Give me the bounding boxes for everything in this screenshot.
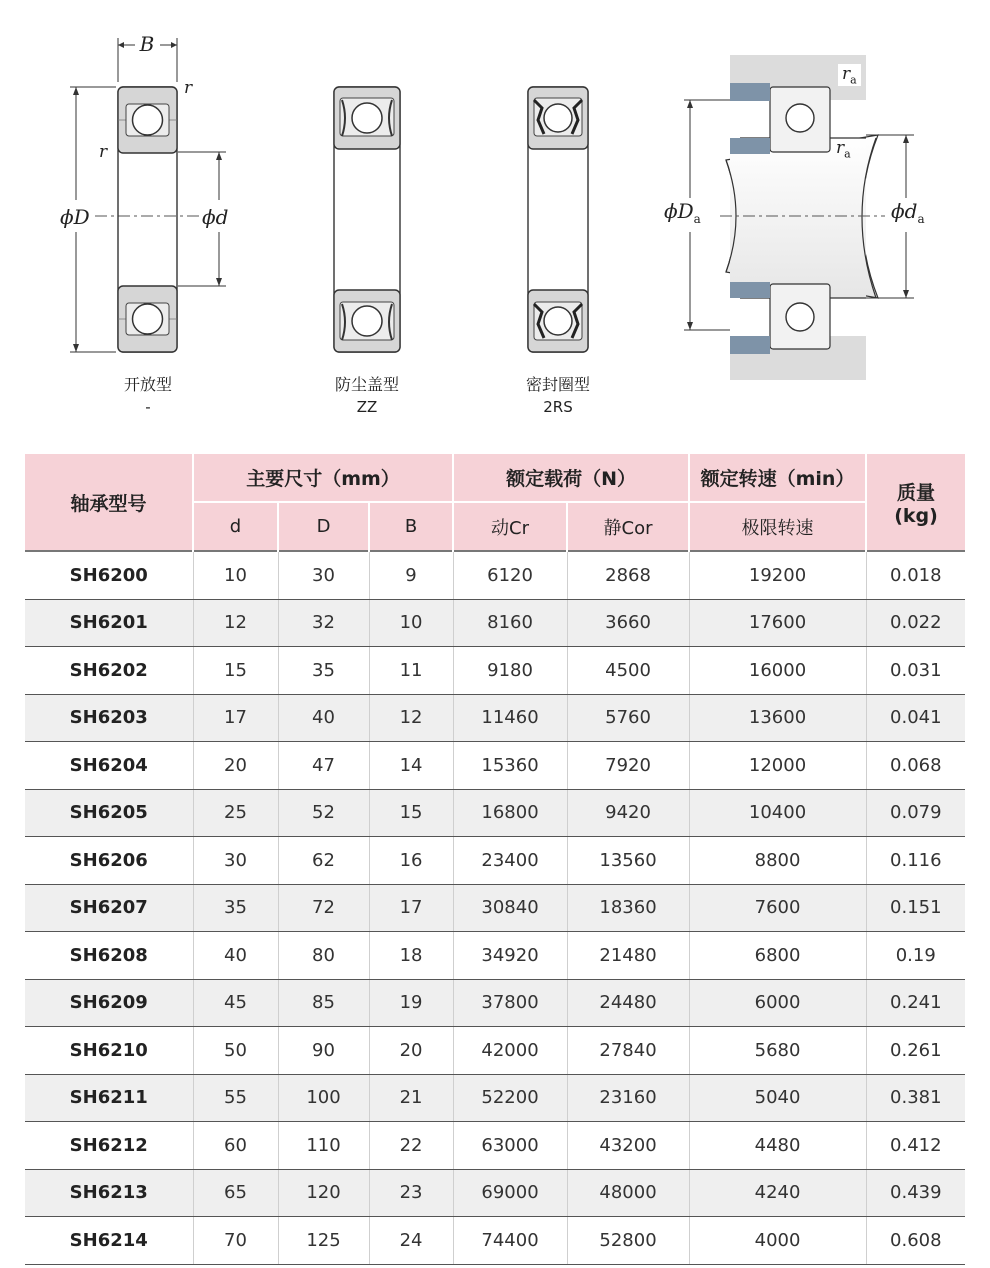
cell-b: 21	[369, 1074, 453, 1122]
table-row	[25, 884, 965, 932]
cell-limit-speed: 17600	[689, 599, 866, 647]
cell-limit-speed: 5680	[689, 1027, 866, 1075]
cell-b: 18	[369, 932, 453, 980]
cell-cr: 6120	[453, 551, 567, 599]
cell-outer-d: 35	[278, 647, 369, 695]
cell-b: 20	[369, 1027, 453, 1075]
cell-b: 22	[369, 1122, 453, 1170]
cell-cr: 74400	[453, 1217, 567, 1265]
cell-cor: 4500	[567, 647, 689, 695]
cell-cr: 8160	[453, 599, 567, 647]
cell-model: SH6210	[25, 1027, 193, 1075]
cell-d: 17	[193, 694, 278, 742]
table-row	[25, 1027, 965, 1075]
table-row	[25, 1217, 965, 1265]
cell-outer-d: 80	[278, 932, 369, 980]
cell-mass: 0.151	[866, 884, 965, 932]
dim-label-b: B	[139, 32, 155, 56]
cell-model: SH6205	[25, 789, 193, 837]
zz-type-bearing	[334, 87, 400, 352]
header-cr: 动Cr	[453, 502, 567, 551]
cell-cor: 27840	[567, 1027, 689, 1075]
table-row	[25, 789, 965, 837]
cell-cr: 15360	[453, 742, 567, 790]
dim-label-outer-d: ϕD	[60, 205, 90, 229]
header-d: d	[193, 502, 278, 551]
cell-cor: 18360	[567, 884, 689, 932]
cell-model: SH6201	[25, 599, 193, 647]
dim-label-phi-da-outer: $\phi D_a$	[664, 199, 701, 226]
table-row	[25, 1074, 965, 1122]
cell-d: 30	[193, 837, 278, 885]
cell-model: SH6207	[25, 884, 193, 932]
cell-model: SH6203	[25, 694, 193, 742]
table-row	[25, 932, 965, 980]
cell-cor: 48000	[567, 1169, 689, 1217]
cell-cr: 42000	[453, 1027, 567, 1075]
cell-cr: 69000	[453, 1169, 567, 1217]
cell-outer-d: 47	[278, 742, 369, 790]
cell-cor: 23160	[567, 1074, 689, 1122]
cell-d: 40	[193, 932, 278, 980]
cell-cr: 30840	[453, 884, 567, 932]
cell-b: 17	[369, 884, 453, 932]
cell-limit-speed: 19200	[689, 551, 866, 599]
caption-zz-name: 防尘盖型	[334, 375, 399, 394]
cell-cor: 2868	[567, 551, 689, 599]
cell-model: SH6209	[25, 979, 193, 1027]
cell-b: 9	[369, 551, 453, 599]
table-row	[25, 837, 965, 885]
cell-model: SH6212	[25, 1122, 193, 1170]
cell-b: 19	[369, 979, 453, 1027]
cell-cr: 16800	[453, 789, 567, 837]
cell-outer-d: 72	[278, 884, 369, 932]
cell-limit-speed: 13600	[689, 694, 866, 742]
header-mass-line2: (kg)	[894, 504, 938, 527]
cell-outer-d: 32	[278, 599, 369, 647]
cell-cor: 3660	[567, 599, 689, 647]
header-cor: 静Cor	[567, 502, 689, 551]
cell-limit-speed: 4000	[689, 1217, 866, 1265]
cell-d: 65	[193, 1169, 278, 1217]
cell-mass: 0.022	[866, 599, 965, 647]
header-model: 轴承型号	[25, 454, 193, 551]
cell-cor: 7920	[567, 742, 689, 790]
caption-open-type	[98, 374, 198, 418]
bearing-diagrams	[0, 0, 990, 440]
caption-open-code: -	[145, 398, 151, 416]
table-row	[25, 694, 965, 742]
cell-mass: 0.261	[866, 1027, 965, 1075]
cell-outer-d: 40	[278, 694, 369, 742]
cell-model: SH6208	[25, 932, 193, 980]
table-row	[25, 1169, 965, 1217]
cell-mass: 0.041	[866, 694, 965, 742]
cell-limit-speed: 4480	[689, 1122, 866, 1170]
cell-d: 20	[193, 742, 278, 790]
table-row	[25, 599, 965, 647]
header-outer-d: D	[278, 502, 369, 551]
cell-model: SH6211	[25, 1074, 193, 1122]
cell-limit-speed: 10400	[689, 789, 866, 837]
table-row	[25, 1122, 965, 1170]
open-type-bearing	[70, 38, 229, 352]
table-row	[25, 551, 965, 599]
dim-label-r-top: r	[184, 78, 193, 98]
table-body	[25, 551, 965, 1264]
cell-cor: 43200	[567, 1122, 689, 1170]
cell-cr: 34920	[453, 932, 567, 980]
cell-outer-d: 90	[278, 1027, 369, 1075]
cell-mass: 0.439	[866, 1169, 965, 1217]
cell-limit-speed: 6000	[689, 979, 866, 1027]
cell-b: 24	[369, 1217, 453, 1265]
caption-2rs-code: 2RS	[543, 398, 573, 416]
cell-model: SH6206	[25, 837, 193, 885]
cell-d: 55	[193, 1074, 278, 1122]
cell-b: 12	[369, 694, 453, 742]
cell-outer-d: 100	[278, 1074, 369, 1122]
2rs-type-bearing	[528, 87, 588, 352]
cell-limit-speed: 8800	[689, 837, 866, 885]
cell-d: 10	[193, 551, 278, 599]
header-dims-group: 主要尺寸（mm）	[193, 454, 453, 502]
cell-d: 15	[193, 647, 278, 695]
cell-limit-speed: 16000	[689, 647, 866, 695]
cell-mass: 0.19	[866, 932, 965, 980]
cell-d: 70	[193, 1217, 278, 1265]
cell-d: 25	[193, 789, 278, 837]
cell-cr: 23400	[453, 837, 567, 885]
caption-2rs-name: 密封圈型	[525, 375, 590, 394]
cell-cor: 9420	[567, 789, 689, 837]
cell-cr: 11460	[453, 694, 567, 742]
table-row	[25, 647, 965, 695]
mounting-diagram	[684, 55, 914, 380]
cell-limit-speed: 7600	[689, 884, 866, 932]
cell-d: 50	[193, 1027, 278, 1075]
cell-limit-speed: 12000	[689, 742, 866, 790]
cell-cor: 52800	[567, 1217, 689, 1265]
header-load-group: 额定载荷（N）	[453, 454, 689, 502]
cell-d: 60	[193, 1122, 278, 1170]
dim-label-phi-da-inner: $\phi d_a$	[891, 199, 925, 226]
cell-model: SH6202	[25, 647, 193, 695]
cell-b: 23	[369, 1169, 453, 1217]
cell-mass: 0.018	[866, 551, 965, 599]
table-row	[25, 742, 965, 790]
cell-model: SH6214	[25, 1217, 193, 1265]
cell-model: SH6200	[25, 551, 193, 599]
cell-cr: 9180	[453, 647, 567, 695]
cell-b: 16	[369, 837, 453, 885]
dim-label-ra-side: $r_a$	[836, 138, 851, 161]
cell-cor: 21480	[567, 932, 689, 980]
cell-mass: 0.116	[866, 837, 965, 885]
header-mass	[866, 454, 965, 551]
cell-model: SH6204	[25, 742, 193, 790]
cell-cr: 37800	[453, 979, 567, 1027]
cell-mass: 0.412	[866, 1122, 965, 1170]
cell-model: SH6213	[25, 1169, 193, 1217]
cell-limit-speed: 4240	[689, 1169, 866, 1217]
cell-cor: 24480	[567, 979, 689, 1027]
cell-mass: 0.608	[866, 1217, 965, 1265]
cell-mass: 0.241	[866, 979, 965, 1027]
bearing-spec-table	[25, 454, 965, 1265]
cell-d: 45	[193, 979, 278, 1027]
header-b: B	[369, 502, 453, 551]
cell-outer-d: 62	[278, 837, 369, 885]
cell-limit-speed: 5040	[689, 1074, 866, 1122]
cell-outer-d: 110	[278, 1122, 369, 1170]
cell-outer-d: 120	[278, 1169, 369, 1217]
caption-zz-type	[312, 374, 422, 418]
cell-outer-d: 52	[278, 789, 369, 837]
cell-mass: 0.079	[866, 789, 965, 837]
dim-label-inner-d: ϕd	[202, 205, 229, 229]
header-mass-line1: 质量	[897, 481, 936, 504]
cell-b: 15	[369, 789, 453, 837]
caption-zz-code: ZZ	[356, 398, 378, 416]
dim-label-r-side: r	[99, 142, 108, 162]
header-speed-group: 额定转速（min）	[689, 454, 866, 502]
cell-d: 12	[193, 599, 278, 647]
header-limit-speed: 极限转速	[689, 502, 866, 551]
caption-open-name: 开放型	[123, 375, 172, 394]
table-row	[25, 979, 965, 1027]
cell-mass: 0.031	[866, 647, 965, 695]
cell-mass: 0.381	[866, 1074, 965, 1122]
cell-cr: 52200	[453, 1074, 567, 1122]
cell-b: 11	[369, 647, 453, 695]
cell-cor: 13560	[567, 837, 689, 885]
cell-b: 10	[369, 599, 453, 647]
cell-cr: 63000	[453, 1122, 567, 1170]
dim-label-ra-top: $r_a$	[838, 64, 861, 86]
cell-outer-d: 125	[278, 1217, 369, 1265]
cell-b: 14	[369, 742, 453, 790]
cell-mass: 0.068	[866, 742, 965, 790]
cell-cor: 5760	[567, 694, 689, 742]
cell-d: 35	[193, 884, 278, 932]
caption-2rs-type	[503, 374, 613, 418]
cell-limit-speed: 6800	[689, 932, 866, 980]
table-header	[25, 454, 965, 551]
cell-outer-d: 30	[278, 551, 369, 599]
cell-outer-d: 85	[278, 979, 369, 1027]
